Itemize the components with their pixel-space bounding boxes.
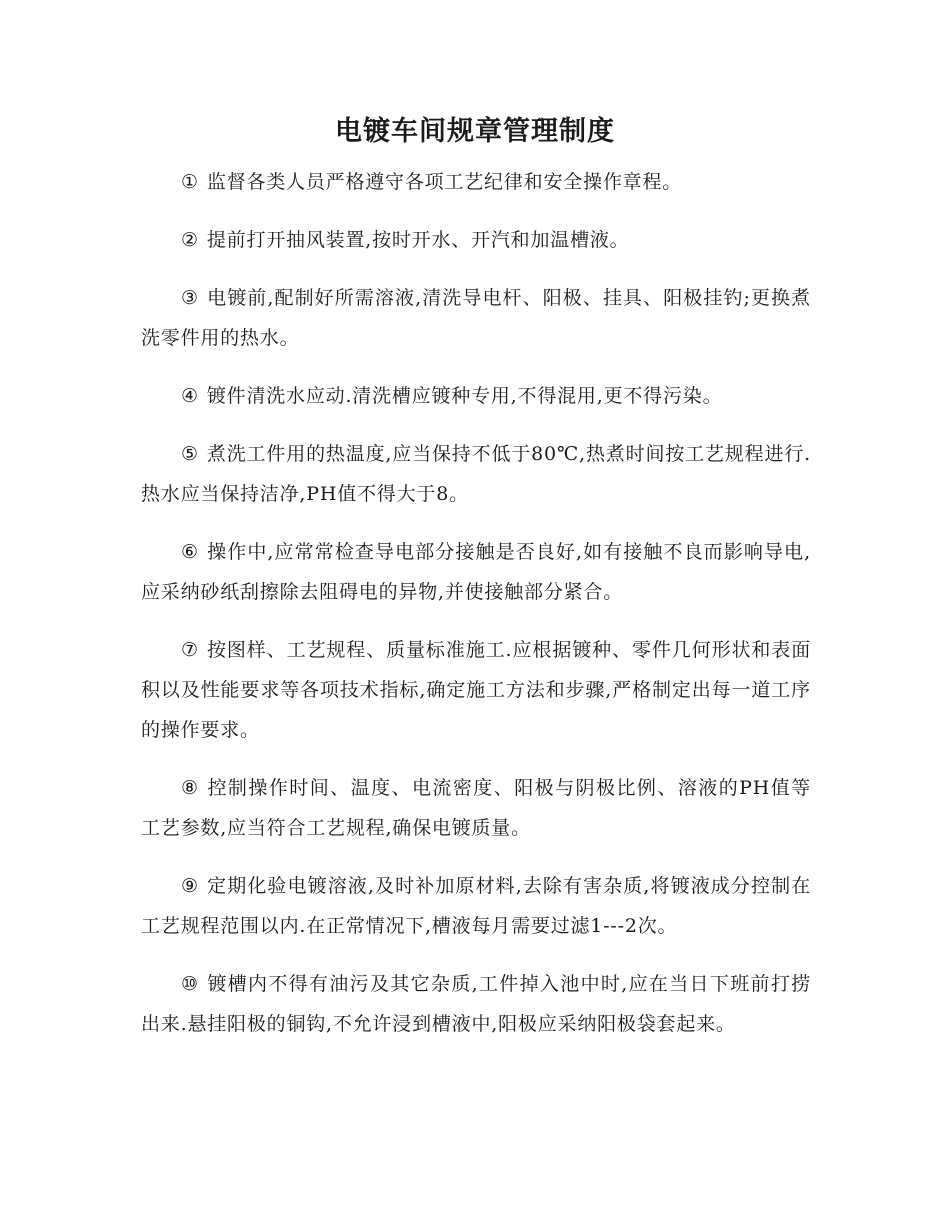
list-item	[141, 278, 811, 358]
list-item	[141, 768, 811, 848]
item-number: ⑩	[181, 973, 200, 995]
item-number: ③	[181, 287, 200, 309]
item-number: ⑨	[181, 875, 200, 897]
item-text: 监督各类人员严格遵守各项工艺纪律和安全操作章程。	[206, 171, 683, 193]
item-number: ④	[181, 385, 199, 407]
item-number: ②	[181, 229, 199, 251]
item-text: 操作中,应常常检查导电部分接触是否良好,如有接触不良而影响导电,应采纳砂纸刮擦除去阻碍电的异物,并使接触部分紧合。	[141, 541, 811, 603]
item-number: ⑤	[181, 443, 199, 465]
list-item	[141, 376, 811, 416]
list-item	[141, 532, 811, 612]
item-text: 电镀前,配制好所需溶液,清洗导电杆、阳极、挂具、阳极挂钓;更换煮洗零件用的热水。	[141, 287, 811, 349]
item-number: ①	[181, 171, 199, 193]
item-text: 煮洗工件用的热温度,应当保持不低于80℃,热煮时间按工艺规程进行.热水应当保持洁净,PH值不得大于8。	[141, 443, 811, 505]
item-text: 定期化验电镀溶液,及时补加原材料,去除有害杂质,将镀液成分控制在工艺规程范围以内.在正常情况下,槽液每月需要过滤1---2次。	[141, 875, 811, 937]
document-body	[141, 162, 811, 1062]
item-number: ⑧	[181, 777, 200, 799]
item-text: 镀件清洗水应动.清洗槽应镀种专用,不得混用,更不得污染。	[206, 385, 723, 407]
item-text: 镀槽内不得有油污及其它杂质,工件掉入池中时,应在当日下班前打捞出来.悬挂阳极的铜钩,不允许浸到槽液中,阳极应采纳阳极袋套起来。	[141, 973, 811, 1035]
list-item	[141, 220, 811, 260]
item-text: 控制操作时间、温度、电流密度、阳极与阴极比例、溶液的PH值等工艺参数,应当符合工艺规程,确保电镀质量。	[141, 777, 811, 839]
item-number: ⑥	[181, 541, 200, 563]
list-item	[141, 434, 811, 514]
page-title: 电镀车间规章管理制度	[335, 116, 615, 147]
list-item	[141, 630, 811, 750]
list-item	[141, 964, 811, 1044]
list-item	[141, 866, 811, 946]
item-number: ⑦	[181, 639, 199, 661]
item-text: 按图样、工艺规程、质量标准施工.应根据镀种、零件几何形状和表面积以及性能要求等各项技术指标,确定施工方法和步骤,严格制定出每一道工序的操作要求。	[141, 639, 811, 741]
item-text: 提前打开抽风装置,按时开水、开汽和加温槽液。	[206, 229, 630, 251]
list-item	[141, 162, 811, 202]
